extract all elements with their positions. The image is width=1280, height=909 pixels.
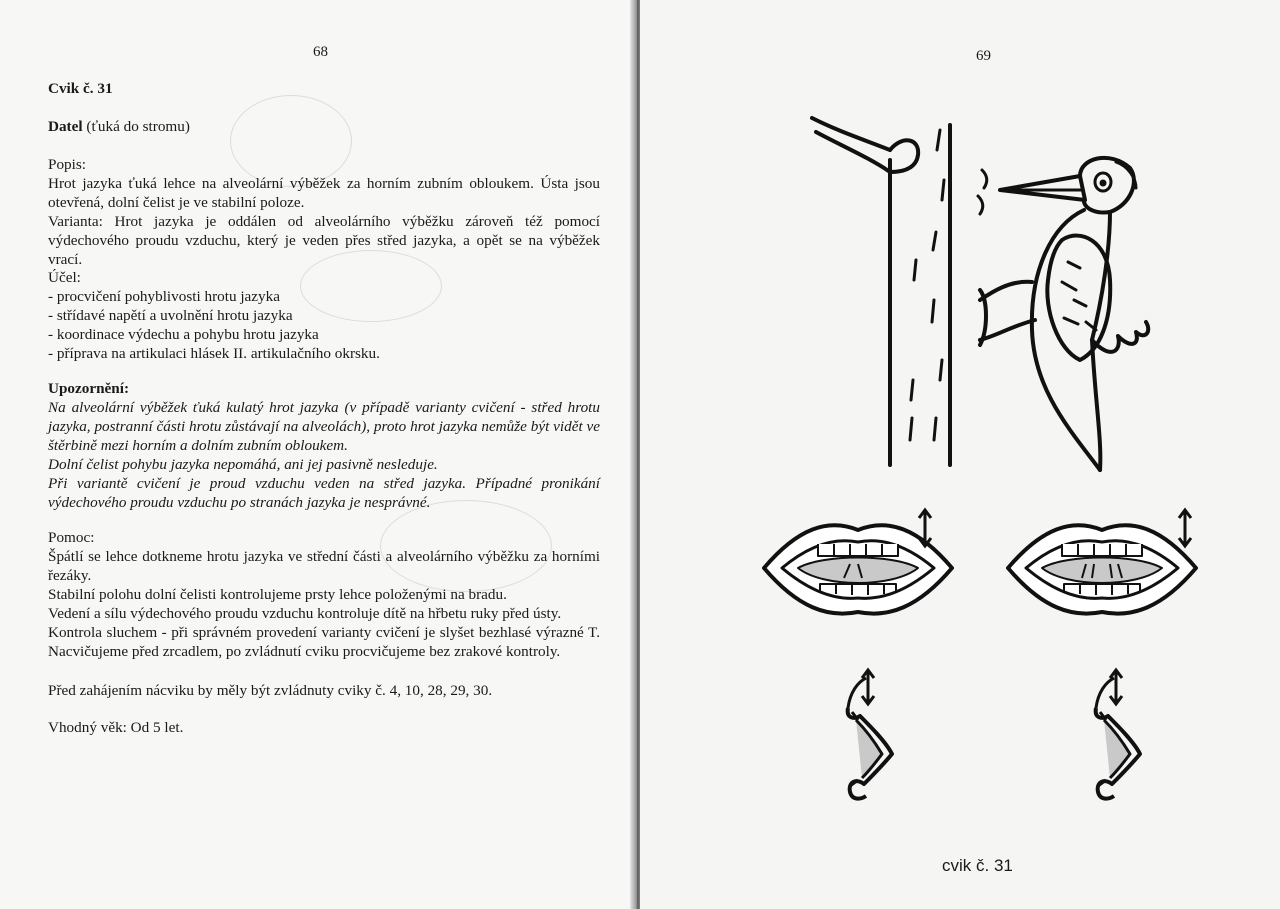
right-page bbox=[640, 0, 1280, 909]
exercise-name bbox=[48, 117, 600, 136]
ucel-item: - příprava na artikulaci hlásek II. artikulačního okrsku. bbox=[48, 345, 380, 362]
upozorneni-heading: Upozornění: bbox=[48, 380, 129, 397]
popis-heading: Popis: bbox=[48, 156, 86, 173]
figure-caption: cvik č. 31 bbox=[942, 856, 1013, 875]
ucel-item: - koordinace výdechu a pohybu hrotu jazyka bbox=[48, 326, 319, 343]
popis-line: Varianta: Hrot jazyka je oddálen od alveolárního výběžku zároveň též pomocí výdechového proudu vzduchu, který je veden přes střed jazyka, a opět se na výběžek vrací. bbox=[48, 213, 600, 268]
exercise-name-bold: Datel bbox=[48, 118, 83, 135]
suitable-age: Vhodný věk: Od 5 let. bbox=[48, 719, 184, 736]
ucel-item: - střídavé napětí a uvolnění hrotu jazyka bbox=[48, 307, 293, 324]
prerequisites: Před zahájením nácviku by měly být zvládnuty cviky č. 4, 10, 28, 29, 30. bbox=[48, 682, 493, 699]
upozorneni-line: Při variantě cvičení je proud vzduchu veden na střed jazyka. Případné pronikání výdechového proudu vzduchu po stranách jazyka je nesprávné. bbox=[48, 475, 600, 511]
up-down-arrow-icon bbox=[1177, 508, 1193, 548]
upozorneni-line: Na alveolární výběžek ťuká kulatý hrot jazyka (v případě varianty cvičení - střed hrotu jazyka, postranní části hrotu zůstávají na alveolách), proto hrot jazyka nemůže být vidět ve štěrbině mezi horním a dolním zubním obloukem. bbox=[48, 399, 600, 454]
section-pomoc bbox=[48, 528, 600, 661]
section-ucel bbox=[48, 268, 600, 363]
pomoc-line: Vedení a sílu výdechového proudu vzduchu kontroluje dítě na hřbetu ruky před ústy. bbox=[48, 605, 562, 622]
ucel-item: - procvičení pohyblivosti hrotu jazyka bbox=[48, 288, 280, 305]
exercise-name-rest: (ťuká do stromu) bbox=[82, 118, 190, 135]
woodpecker-illustration bbox=[640, 0, 1280, 909]
pomoc-heading: Pomoc: bbox=[48, 529, 95, 546]
upozorneni-line: Dolní čelist pohybu jazyka nepomáhá, ani jej pasivně nesleduje. bbox=[48, 456, 438, 473]
section-upozorneni bbox=[48, 379, 600, 512]
mouth-side-view-2 bbox=[1084, 668, 1164, 808]
up-down-arrow-icon bbox=[917, 508, 933, 548]
exercise-title: Cvik č. 31 bbox=[48, 80, 113, 97]
mouth-front-view-2 bbox=[1002, 508, 1202, 618]
mouth-side-view-1 bbox=[836, 668, 916, 808]
pomoc-line: Stabilní polohu dolní čelisti kontrolujeme prsty lehce položenými na bradu. bbox=[48, 586, 507, 603]
page-number-right: 69 bbox=[976, 48, 991, 64]
popis-line: Hrot jazyka ťuká lehce na alveolární výběžek za horním zubním obloukem. Ústa jsou otevřená, dolní čelist je ve stabilní poloze. bbox=[48, 175, 600, 211]
page-number-left: 68 bbox=[313, 44, 328, 60]
section-popis bbox=[48, 155, 600, 269]
pomoc-line: Špátlí se lehce dotkneme hrotu jazyka ve střední části a alveolárního výběžku za horními řezáky. bbox=[48, 548, 600, 584]
left-page bbox=[0, 0, 636, 909]
pomoc-line: Kontrola sluchem - při správném provedení varianty cvičení je slyšet bezhlasé výrazné T. Nacvičujeme před zrcadlem, po zvládnutí cviku procvičujeme bez zrakové kontroly. bbox=[48, 624, 600, 660]
ucel-heading: Účel: bbox=[48, 269, 81, 286]
